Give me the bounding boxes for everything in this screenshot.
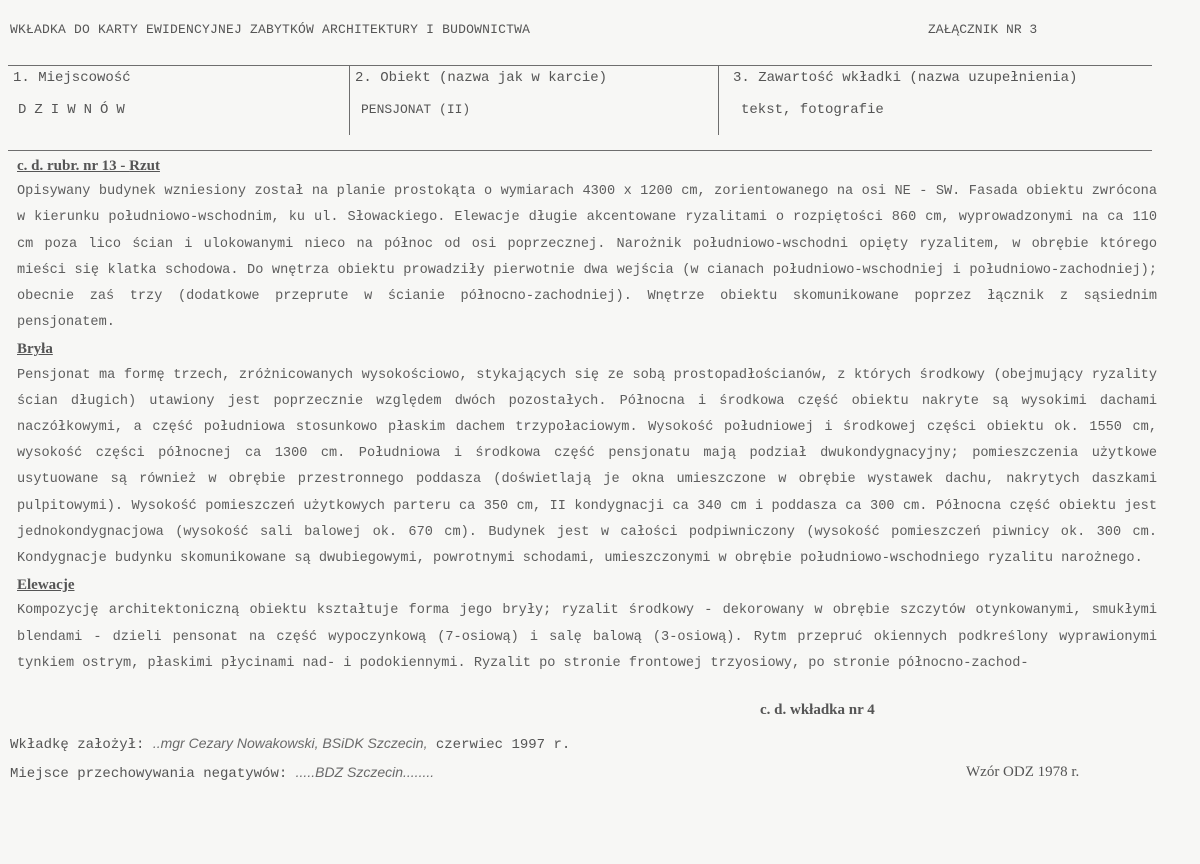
zawartosc-label: 3. Zawartość wkładki (nazwa uzupełnienia): [733, 70, 1078, 86]
bryla-paragraph: Pensjonat ma formę trzech, zróżnicowanych wysokościowo, stykających się ze sobą prostopadłościanów, z których środkowy (obejmujący ryzality ścian długich) utawiony jest poprzecznie względem dwóch pozostałych. Północna i środkowa część obiektu nakryte są wysokimi dachami naczółkowymi, a część południowa stosunkowo płaskim dachem trzypołaciowym. Wysokość południowej i środkowej części obiektu ok. 1550 cm, wysokość części północnej ca 1300 cm. Południowa i środkowa część pensjonatu mają podział dwukondygnacyjny; pomieszczenia użytkowe usytuowane są również w obrębie przestronnego poddasza (doświetlają je okna umieszczone w obrębie wystawek dachu, nakrytych daszkami pulpitowymi). Wysokość pomieszczeń użytkowych parteru ca 350 cm, II kondygnacji ca 340 cm i poddasza ca 300 cm. Północna część obiektu jest jednokondygnacjowa (wysokość sali balowej ok. 670 cm). Budynek jest w całości podpiwniczony (wysokość pomieszczeń piwnicy ok. 300 cm. Kondygnacje budynku skomunikowane są dwubiegowymi, powrotnymi schodami, umieszczonymi w obrębie południowo-wschodniego ryzalitu narożnego.: [17, 367, 1157, 567]
founder-line: [10, 735, 570, 753]
obiekt-label: 2. Obiekt (nazwa jak w karcie): [355, 70, 608, 86]
rubric-prefix: c. d. rubr. nr 13 -: [17, 158, 130, 174]
negatives-value: .....BDZ Szczecin........: [295, 764, 435, 780]
negatives-line: [10, 764, 434, 782]
cell-divider-1: [349, 65, 350, 135]
rzut-paragraph: Opisywany budynek wzniesiony został na planie prostokąta o wymiarach 4300 x 1200 cm, zorientowanego na osi NE - SW. Fasada obiektu zwrócona w kierunku południowo-wschodnim, ku ul. Słowackiego. Elewacje długie akcentowane ryzalitami o rozpiętości 860 cm, wyprowadzonymi na ca 110 cm poza lico ścian i ulokowanymi nieco na północ od osi poprzecznej. Narożnik południowo-wschodni opięty ryzalitem, w obrębie którego mieści się klatka schodowa. Do wnętrza obiektu prowadziły pierwotnie dwa wejścia (w cianach południowo-wschodniej i południowo-zachodniej); obecnie zaś trzy (dodatkowe przeprute w ścianie północno-zachodniej). Wnętrze obiektu skomunikowane poprzez łącznik z sąsiednim pensjonatem.: [17, 184, 1157, 331]
continuation-note: c. d. wkładka nr 4: [760, 702, 875, 718]
elewacje-heading: Elewacje: [17, 577, 75, 594]
bryla-heading: Bryła: [17, 341, 53, 358]
founder-date: czerwiec 1997 r.: [427, 737, 571, 753]
body-text: [17, 153, 1157, 677]
cell-divider-2: [718, 65, 719, 135]
attachment-number: ZAŁĄCZNIK NR 3: [928, 22, 1038, 37]
rubric-heading: [17, 153, 1157, 179]
rubric-title: Rzut: [129, 158, 160, 174]
form-title: WKŁADKA DO KARTY EWIDENCYJNEJ ZABYTKÓW ARCHITEKTURY I BUDOWNICTWA: [10, 22, 531, 37]
zawartosc-value: tekst, fotografie: [741, 102, 884, 118]
negatives-label: Miejsce przechowywania negatywów:: [10, 766, 296, 782]
founder-label: Wkładkę założył:: [10, 737, 153, 753]
elewacje-paragraph: Kompozycję architektoniczną obiektu kształtuje forma jego bryły; ryzalit środkowy - dekorowany w obrębie szczytów otynkowanymi, smukłymi blendami - dzieli pensonat na część wypoczynkową (7-osiową) i salę balową (3-osiową). Rytm przepruć okiennych podkreślony wyprawionymi tynkiem ostrym, płaskimi płycinami nad- i podokiennymi. Ryzalit po stronie frontowej trzyosiowy, po stronie północno-zachod-: [17, 603, 1157, 671]
founder-value: ..mgr Cezary Nowakowski, BSiDK Szczecin,: [152, 735, 428, 751]
miejscowosc-label: 1. Miejscowość: [13, 70, 131, 86]
body-rule: [8, 150, 1152, 151]
form-template: Wzór ODZ 1978 r.: [966, 764, 1080, 780]
miejscowosc-value: DZIWNÓW: [18, 102, 133, 118]
top-rule: [8, 65, 1152, 66]
obiekt-value: PENSJONAT (II): [361, 102, 471, 117]
